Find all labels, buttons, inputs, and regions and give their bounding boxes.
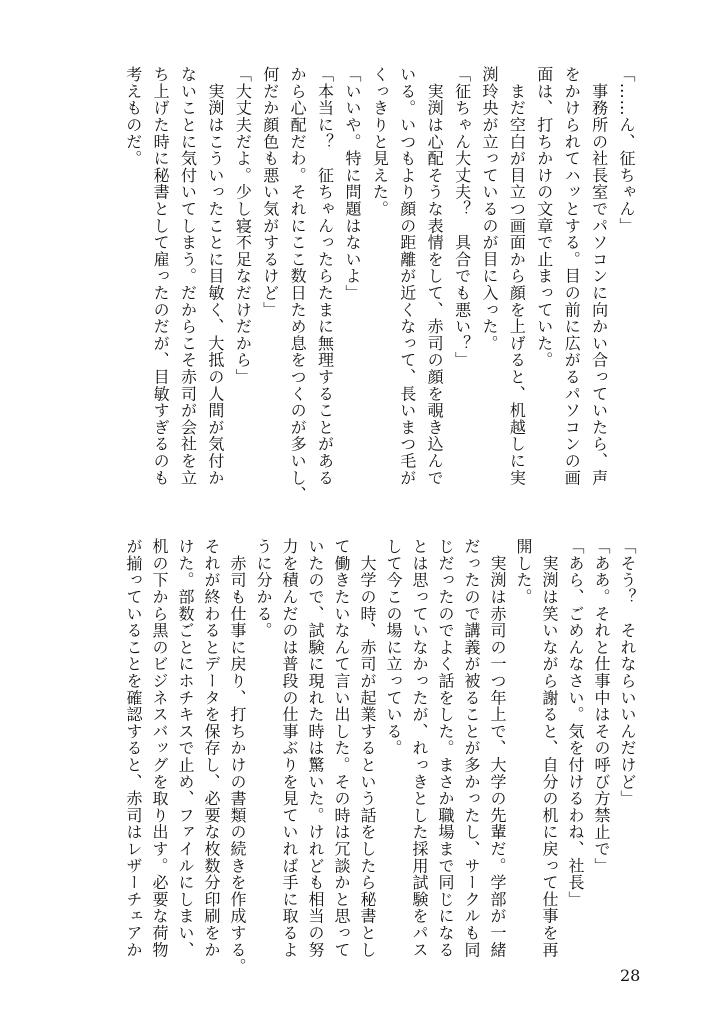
text-line: 力を積んだのは普段の仕事ぶりを見ていれば手に取るよ bbox=[280, 538, 299, 958]
text-line: 渕玲央が立っているのが目に入った。 bbox=[479, 66, 499, 352]
text-line: 「大丈夫だよ。少し寝不足なだけだから」 bbox=[233, 66, 253, 386]
text-line: 開した。 bbox=[514, 538, 533, 606]
text-line: 「本当に？ 征ちゃんったらたまに無理することがある bbox=[315, 66, 335, 486]
text-line: とは思っていなかったが、れっきとした採用試験をパス bbox=[410, 538, 429, 958]
text-line: 「ああ。それと仕事中はその呼び方禁止で」 bbox=[592, 538, 611, 874]
text-line: 大学の時、赤司が起業するという話をしたら秘書とし bbox=[358, 538, 377, 958]
text-line: て働きたいなんて言い出した。その時は冗談かと思って bbox=[332, 538, 351, 958]
text-line: 実渕は心配そうな表情をして、赤司の顔を覗き込んで bbox=[425, 66, 445, 486]
text-line: 「あら、ごめんなさい。気を付けるわね、社長」 bbox=[566, 538, 585, 908]
text-line: 実渕は赤司の一つ年上で、大学の先輩だ。学部が一緒 bbox=[488, 538, 507, 958]
text-line: して今この場に立っている。 bbox=[384, 538, 403, 757]
text-line: いたので、試験に現れた時は驚いた。けれども相当の努 bbox=[306, 538, 325, 958]
text-line: 机の下から黒のビジネスバッグを取り出す。必要な荷物 bbox=[150, 538, 169, 958]
text-line: まだ空白が目立つ画面から顔を上げると、机越しに実 bbox=[507, 66, 527, 486]
text-line: うに分かる。 bbox=[254, 538, 273, 639]
text-line: から心配だわ。それにここ数日ため息をつくのが多いし、 bbox=[288, 66, 308, 503]
text-line: じだったのでよく話をした。まさか職場まで同じになる bbox=[436, 538, 455, 958]
text-line: ないことに気付いてしまう。だからこそ赤司が会社を立 bbox=[178, 66, 198, 486]
text-line: 実渕は笑いながら謝ると、自分の机に戻って仕事を再 bbox=[540, 538, 559, 958]
text-line: くっきりと見えた。 bbox=[370, 66, 390, 218]
text-line: いる。いつもより顔の距離が近くなって、長いまつ毛が bbox=[397, 66, 417, 486]
text-line: をかけられてハッとする。目の前に広がるパソコンの画 bbox=[562, 66, 582, 486]
text-line: ち上げた時に秘書として雇ったのだが、目敏すぎるのも bbox=[151, 66, 171, 486]
text-line: 実渕はこういったことに目敏く、大抵の人間が気付か bbox=[205, 66, 225, 486]
text-line: 面は、打ちかけの文章で止まっていた。 bbox=[534, 66, 554, 369]
text-line: 「征ちゃん大丈夫？ 具合でも悪い？」 bbox=[452, 66, 472, 369]
text-line: が揃っていることを確認すると、赤司はレザーチェアか bbox=[124, 538, 143, 958]
text-line: 赤司も仕事に戻り、打ちかけの書類の続きを作成する。 bbox=[228, 538, 247, 975]
text-line: 考えものだ。 bbox=[123, 66, 143, 167]
text-line: だったので講義が被ることが多かったし、サークルも同 bbox=[462, 538, 481, 958]
text-line: 事務所の社長室でパソコンに向かい合っていたら、声 bbox=[589, 66, 609, 486]
text-line: 「……ん、征ちゃん」 bbox=[617, 66, 636, 234]
text-line: 何だか顔色も悪い気がするけど」 bbox=[260, 66, 280, 318]
text-line: 「そう？ それならいいんだけど」 bbox=[618, 538, 637, 807]
lower-text-block bbox=[120, 538, 640, 975]
text-line: それが終わるとデータを保存し、必要な枚数分印刷をか bbox=[202, 538, 221, 958]
upper-text-block bbox=[119, 66, 640, 506]
text-line: 「いいや。特に問題はないよ」 bbox=[342, 66, 362, 302]
text-line: けた。部数ごとにホチキスで止め、ファイルにしまい、 bbox=[176, 538, 195, 958]
page-number: 28 bbox=[620, 966, 641, 985]
